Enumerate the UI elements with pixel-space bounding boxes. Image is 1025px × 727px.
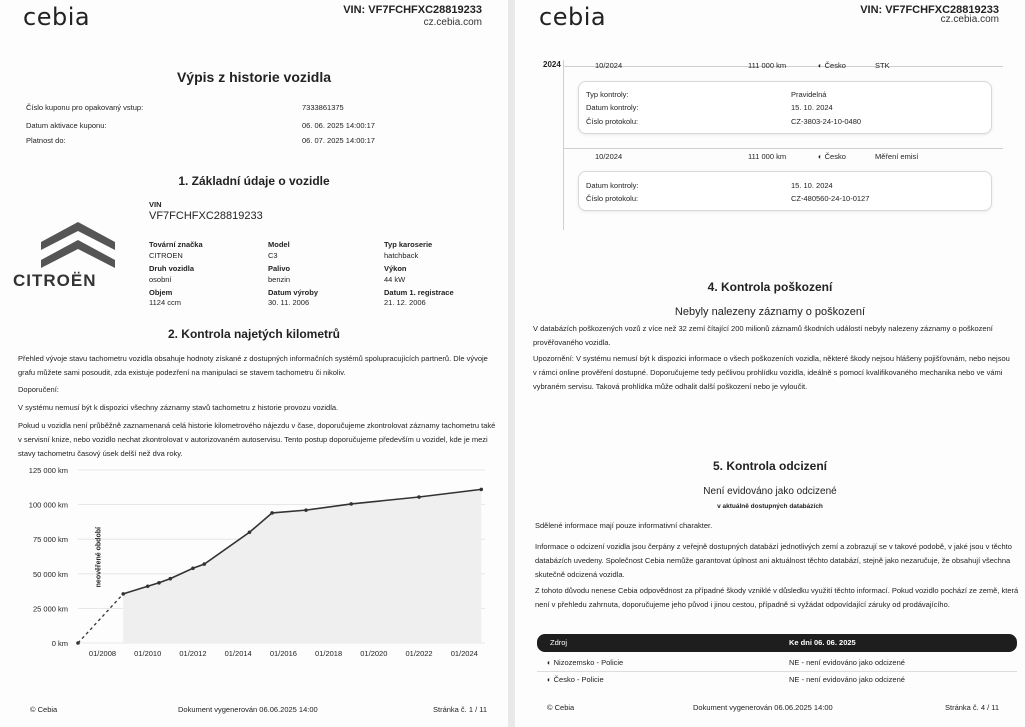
y-tick-label: 50 000 km [32,569,68,579]
detail-label: Číslo protokolu: [586,194,639,203]
footer-copyright: © Cebia [30,705,58,714]
section5-liability: Z tohoto důvodu nenese Cebia odpovědnost za případné škody vzniklé v důsledku využití těchto informací. Pokud vozidlo pochází ze země, která není v přehledu zahrnuta, doporučujeme jeho původ i jinou cestou, případně si vyžádat odpovídající záruky od prodávajícího. [535,586,1019,609]
theft-table-header [537,634,1017,652]
record-country [818,152,846,161]
data-point [121,592,125,596]
detail-value: 15. 10. 2024 [791,103,833,112]
field-value: 1124 ccm [149,298,181,307]
table-row-status: NE - není evidováno jako odcizené [789,658,905,667]
table-row-status: NE - není evidováno jako odcizené [789,675,905,684]
flag-icon: ◐ [547,658,552,667]
recommendation-text: V systému nemusí být k dispozici všechny záznamy stavů tachometru z historie provozu vozidla. [18,403,339,412]
field-value: CITROEN [149,251,183,260]
vin-label: VIN [149,200,162,209]
report-page-1 [0,0,508,727]
activation-value: 06. 06. 2025 14:00:17 [302,121,375,130]
record-country [818,61,846,70]
record-detail-card [578,81,992,134]
y-tick-label: 25 000 km [32,604,68,614]
field-label: Objem [149,288,173,297]
report-page-4 [515,0,1025,727]
site-url: cz.cebia.com [940,14,999,25]
data-point [146,584,150,588]
data-point [304,508,308,512]
y-tick-label: 0 km [51,639,68,648]
table-divider [537,671,1017,672]
data-point [417,495,421,499]
vin-header: VIN: VF7FCHFXC28819233 [860,4,999,16]
y-tick-label: 100 000 km [28,500,68,510]
footer-page-number: Stránka č. 4 / 11 [945,703,1000,712]
field-value: 44 kW [384,275,406,284]
page-title: Výpis z historie vozidla [176,69,332,85]
detail-value: 15. 10. 2024 [791,181,833,190]
detail-value: CZ-480560-24-10-0127 [791,194,870,203]
section4-title: 4. Kontrola poškození [707,280,833,294]
cebia-logo: cebia [23,3,91,31]
field-label: Výkon [384,264,407,273]
field-value: benzin [268,275,291,284]
table-header-source: Zdroj [550,638,568,647]
validity-value: 06. 07. 2025 14:00:17 [302,136,375,145]
record-date: 10/2024 [595,61,623,70]
x-tick-label: 01/2016 [269,649,297,658]
record-detail-card [578,171,992,211]
footer-copyright: © Cebia [547,703,575,712]
detail-label: Číslo protokolu: [586,117,639,126]
record-date: 10/2024 [595,152,623,161]
flag-icon: ◐ [818,152,823,161]
recommendation-label: Doporučení: [18,385,59,394]
footer-generated: Dokument vygenerován 06.06.2025 14:00 [178,705,318,714]
data-point [169,577,173,581]
y-tick-label: 125 000 km [28,466,68,475]
record-type: STK [875,61,890,70]
x-tick-label: 01/2014 [224,649,252,658]
series-area [123,489,481,643]
x-tick-label: 01/2018 [315,649,343,658]
activation-label: Datum aktivace kuponu: [26,121,107,130]
field-label: Tovární značka [149,240,203,249]
x-tick-label: 01/2020 [360,649,388,658]
detail-label: Datum kontroly: [586,181,639,190]
vin-header: VIN: VF7FCHFXC28819233 [343,4,482,16]
detail-label: Typ kontroly: [586,90,629,99]
footer-generated: Dokument vygenerován 06.06.2025 14:00 [693,703,833,712]
data-point [191,566,195,570]
record-country-name: Česko [824,61,846,70]
record-km: 111 000 km [748,152,787,161]
record-country-name: Česko [824,152,846,161]
field-value: hatchback [384,251,419,260]
section5-title: 5. Kontrola odcizení [712,459,827,473]
odometer-intro: Přehled vývoje stavu tachometru vozidla obsahuje hodnoty získané z dostupných informačních systémů spolupracujících partnerů. Dle vývoje grafu můžete sami posoudit, zda existuje podezření na manipulaci se stavem tachometru či nikoliv. [18,354,488,377]
field-label: Datum 1. registrace [384,288,454,297]
citroen-chevrons-icon [33,218,123,270]
vin-value: VF7FCHFXC28819233 [149,210,263,222]
validity-label: Platnost do: [26,136,66,145]
detail-label: Datum kontroly: [586,103,639,112]
recommendation-detail: Pokud u vozidla není průběžně zaznamenaná celá historie kilometrového nájezdu v čase, doporučujeme zkontrolovat záznamy tachometru také v servisní knize, nebo vozidlo nechat zkontrolovat v autorizovaném autoservisu. Tento postup doporučujeme především u vozidel, kde je mezi stavy tachometru časový úsek delší než dva roky. [18,421,496,458]
field-label: Datum výroby [268,288,319,297]
brand-wordmark: CITROËN [13,271,97,290]
field-label: Typ karoserie [384,240,433,249]
x-tick-label: 01/2012 [179,649,207,658]
footer-page-number: Stránka č. 1 / 11 [433,705,488,714]
data-point [270,511,274,515]
coupon-label: Číslo kuponu pro opakovaný vstup: [26,103,144,112]
table-row [547,658,623,667]
site-url: cz.cebia.com [423,17,482,28]
section4-subtitle: Nebyly nalezeny záznamy o poškození [674,306,866,318]
data-point [248,530,252,534]
x-tick-label: 01/2022 [405,649,433,658]
section5-note: v aktuálně dostupných databázích [717,503,823,510]
record-km: 111 000 km [748,61,787,70]
section5-subtitle: Není evidováno jako odcizené [703,486,837,497]
field-value: 21. 12. 2006 [384,298,426,307]
data-point [349,502,353,506]
section1-title: 1. Základní údaje o vozidle [178,174,330,188]
field-label: Druh vozidla [149,264,195,273]
coupon-value: 7333861375 [302,103,344,112]
section5-disclaimer: Sdělené informace mají pouze informativní charakter. [535,521,713,530]
field-value: C3 [268,251,278,260]
section5-sources: Informace o odcizení vozidla jsou čerpány z veřejně dostupných databází jednotlivých zemí a zobrazují se v takové podobě, v jaké jsou v těchto databázích uvedeny. Společnost Cebia nemůže garantovat úplnost ani aktuálnost těchto databází, stejně jako nezaručuje, že obsahují všechna skutečně odcizená vozidla. [535,542,1012,579]
timeline-year: 2024 [543,60,561,69]
data-point [76,641,80,645]
table-row-source: Nizozemsko - Policie [553,658,624,667]
detail-value: Pravidelná [791,90,827,99]
data-point [479,488,483,492]
data-point [157,581,161,585]
timeline-axis [563,60,564,230]
table-row [547,675,604,684]
x-tick-label: 01/2010 [134,649,162,658]
unverified-period-label: neověřené období [95,527,103,588]
detail-value: CZ-3803-24-10-0480 [791,117,862,126]
x-tick-label: 01/2008 [88,649,117,658]
x-tick-label: 01/2024 [450,649,478,658]
field-label: Model [268,240,290,249]
timeline-divider [563,148,1003,149]
y-tick-label: 75 000 km [32,535,68,545]
table-header-date: Ke dni 06. 06. 2025 [789,638,856,647]
cebia-logo: cebia [539,3,607,31]
flag-icon: ◐ [547,675,552,684]
field-label: Palivo [268,264,291,273]
section2-title: 2. Kontrola najetých kilometrů [167,327,341,341]
section4-text: V databázích poškozených vozů z více než 32 zemí čítající 200 milionů záznamů škodních událostí nebyly nalezeny záznamy o poškození prověřovaného vozidla. [533,324,993,347]
data-point [202,562,206,566]
field-value: osobní [149,275,172,284]
field-value: 30. 11. 2006 [268,298,310,307]
flag-icon: ◐ [818,61,823,70]
section4-warning: Upozornění: V systému nemusí být k dispozici informace o všech poškozeních vozidla, některé škody nejsou hlášeny pojišťovnám, nebo nejsou v rámci online prověření dostupné. Doporučujeme tedy pečlivou prohlídku vozidla, ideálně s pomocí kvalifikovaného mechanika nebo ve vámi vybraném servisu. Taková prohlídka může odhalit další poškození nebo je vyloučit. [533,354,1010,391]
record-type: Měření emisí [875,152,919,161]
unverified-segment [78,594,123,643]
table-row-source: Česko - Policie [553,675,604,684]
odometer-chart [0,460,508,660]
citroen-logo [33,218,123,268]
